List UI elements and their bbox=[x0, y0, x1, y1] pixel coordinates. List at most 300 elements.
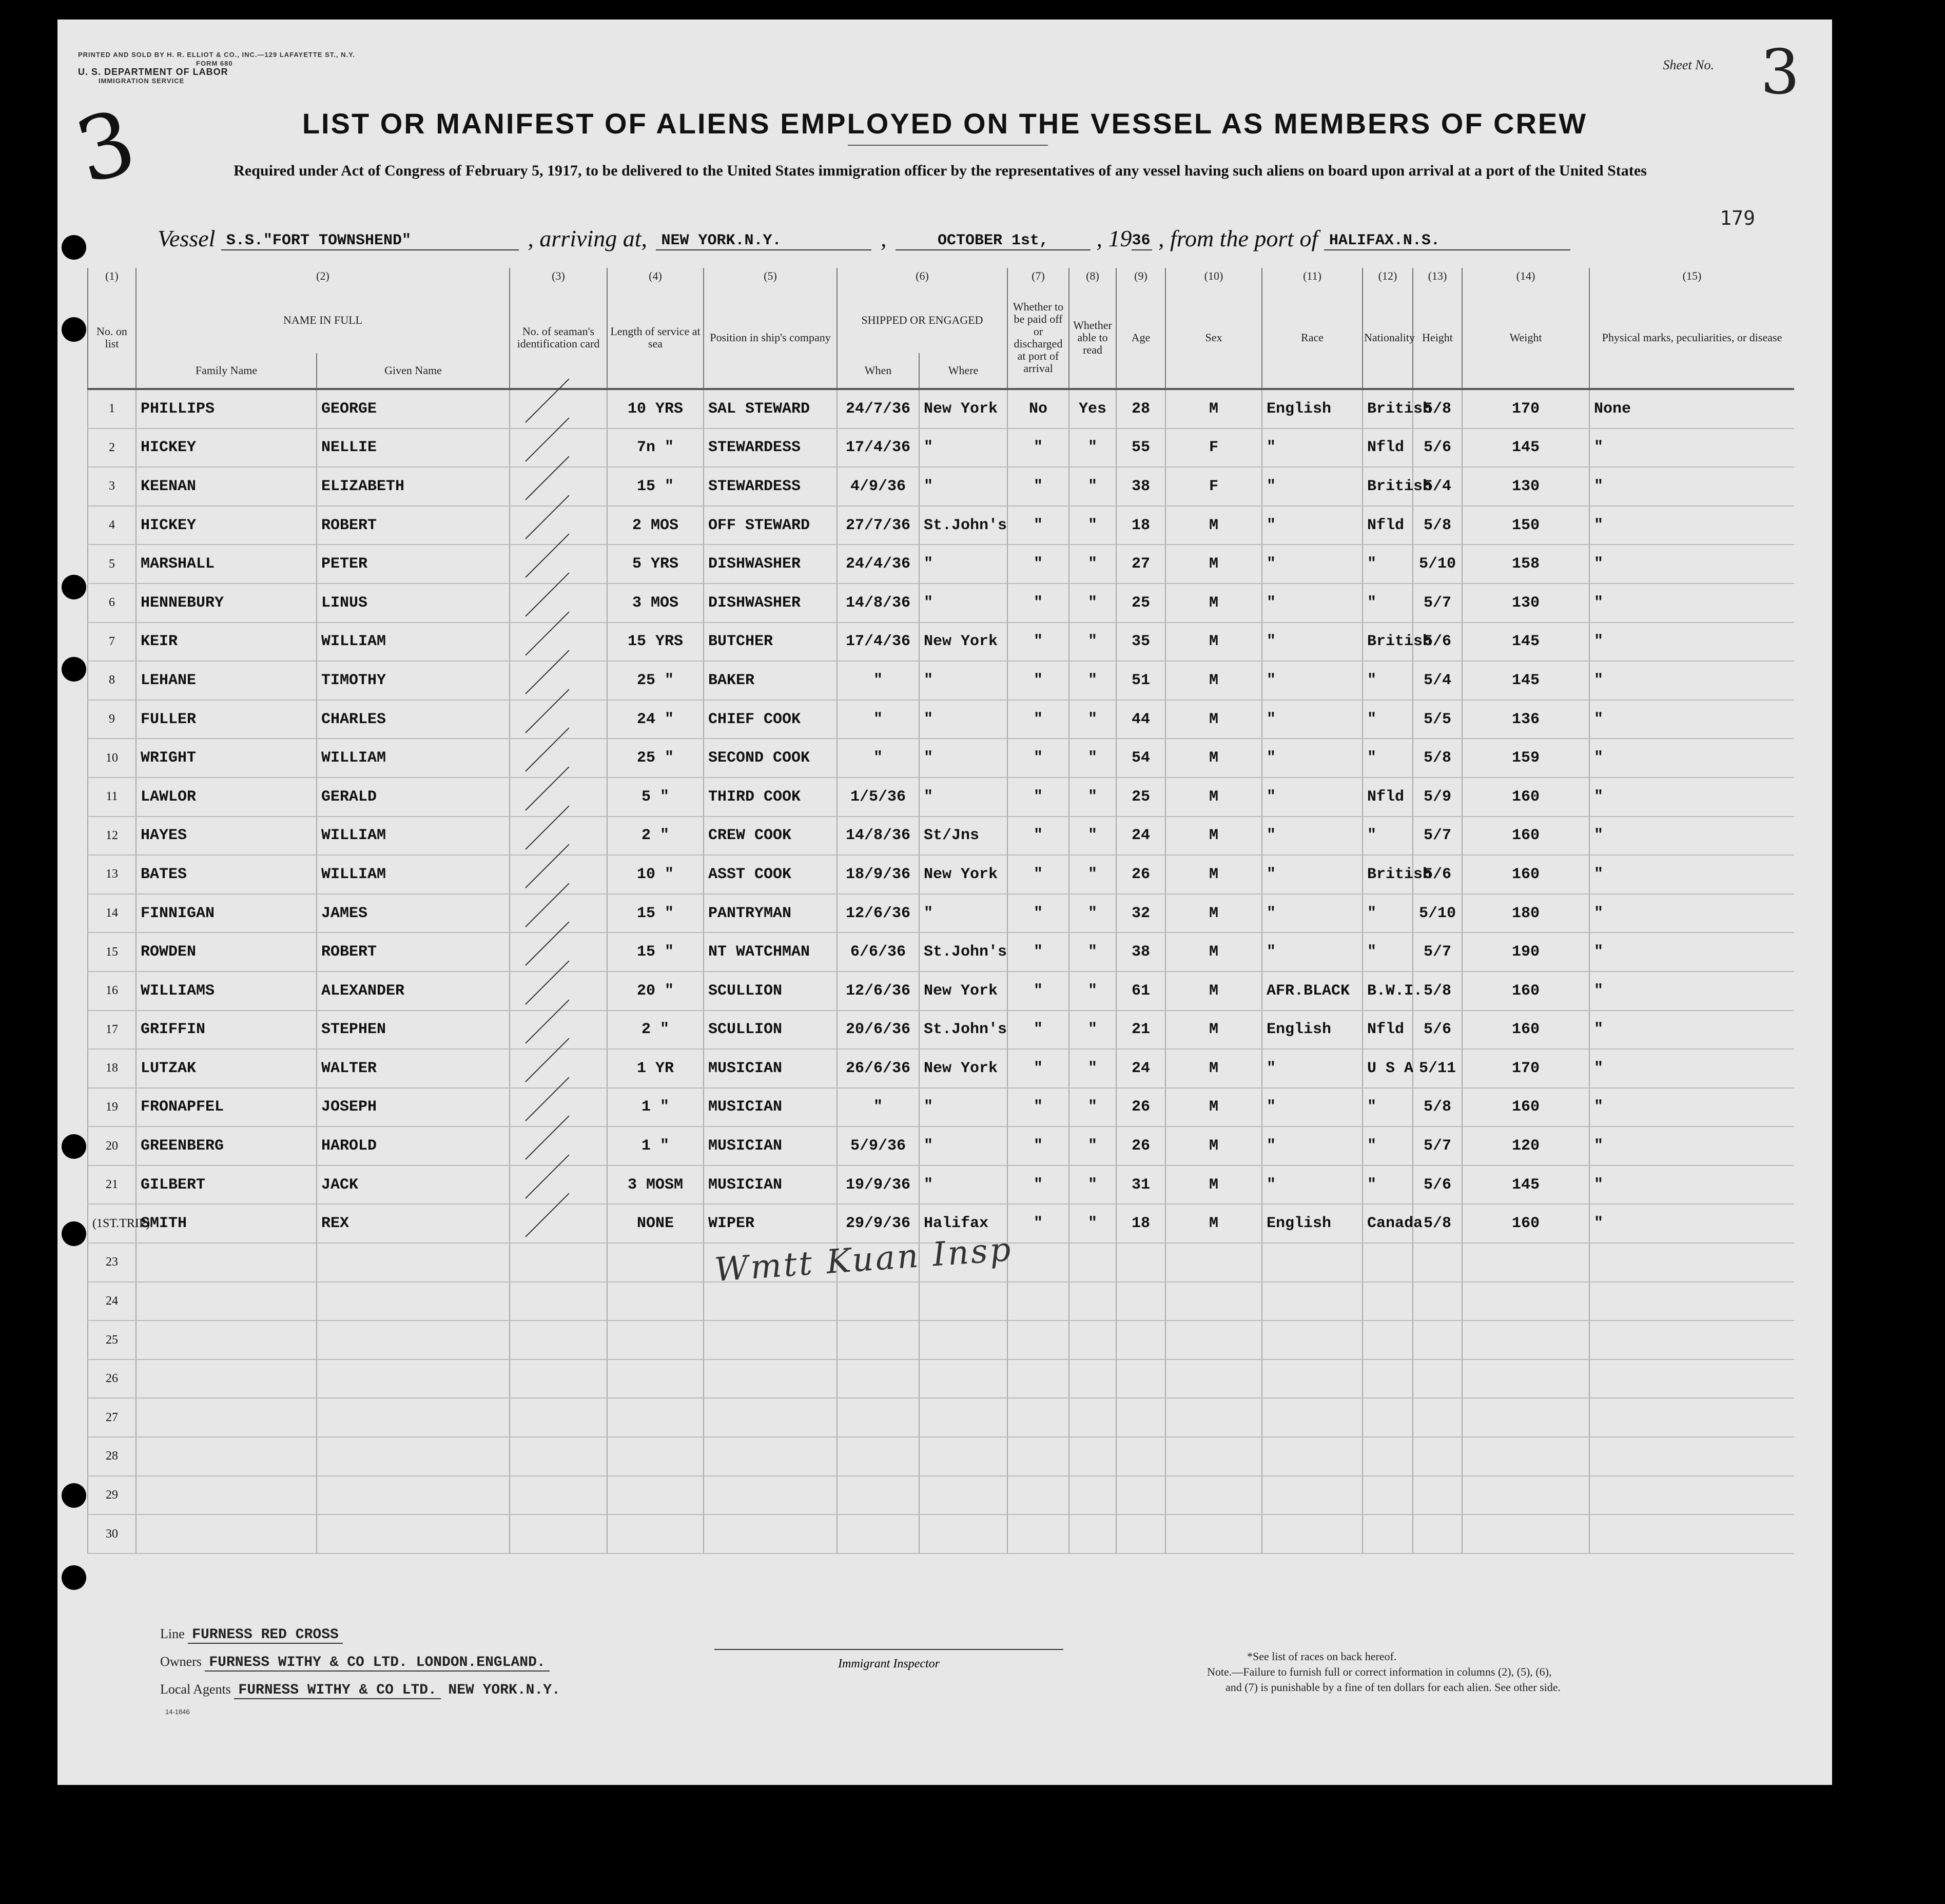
line-label: Line bbox=[160, 1626, 185, 1641]
service-length-cell: 15 " bbox=[607, 932, 704, 972]
shipped-when-cell: 14/8/36 bbox=[837, 584, 919, 623]
seaman-card-cell bbox=[510, 739, 607, 778]
able-to-read-cell: " bbox=[1069, 506, 1116, 545]
race-cell bbox=[1262, 1398, 1363, 1437]
header-no-on-list: No. on list bbox=[88, 287, 136, 389]
table-row bbox=[88, 1049, 1794, 1088]
footer-fields bbox=[160, 1621, 565, 1704]
seaman-card-cell bbox=[510, 1204, 607, 1243]
table-row bbox=[88, 1011, 1794, 1050]
shipped-where-cell: " bbox=[919, 467, 1007, 506]
nationality-cell: British bbox=[1363, 467, 1413, 506]
department-name: U. S. DEPARTMENT OF LABOR bbox=[78, 67, 228, 77]
shipped-when-cell bbox=[837, 1282, 919, 1321]
seaman-card-cell bbox=[510, 700, 607, 739]
sex-cell: M bbox=[1165, 778, 1262, 817]
seaman-card-cell bbox=[510, 584, 607, 623]
page-title: LIST OR MANIFEST OF ALIENS EMPLOYED ON THE VESSEL AS MEMBERS OF CREW bbox=[302, 107, 1588, 140]
paid-off-cell: " bbox=[1007, 1204, 1069, 1243]
position-cell: SAL STEWARD bbox=[704, 389, 837, 429]
weight-cell: 160 bbox=[1462, 778, 1589, 817]
age-cell: 18 bbox=[1116, 1204, 1165, 1243]
service-length-cell bbox=[607, 1398, 704, 1437]
paid-off-cell: " bbox=[1007, 1049, 1069, 1088]
height-cell: 5/10 bbox=[1413, 894, 1462, 933]
given-name-cell: ROBERT bbox=[317, 506, 510, 545]
physical-marks-cell: " bbox=[1589, 972, 1794, 1011]
age-cell bbox=[1116, 1514, 1165, 1553]
table-row bbox=[88, 584, 1794, 623]
age-cell: 51 bbox=[1116, 661, 1165, 700]
race-cell: " bbox=[1262, 700, 1363, 739]
shipped-where-cell: New York bbox=[919, 623, 1007, 662]
paid-off-cell bbox=[1007, 1476, 1069, 1515]
family-name-cell: WRIGHT bbox=[136, 739, 317, 778]
vessel-name: S.S."FORT TOWNSHEND" bbox=[221, 232, 519, 250]
punch-hole bbox=[62, 1483, 86, 1508]
paid-off-cell: " bbox=[1007, 661, 1069, 700]
family-name-cell: HAYES bbox=[136, 817, 317, 856]
header-able-to-read: Whether able to read bbox=[1069, 287, 1116, 389]
race-cell: " bbox=[1262, 1088, 1363, 1127]
physical-marks-cell bbox=[1589, 1398, 1794, 1437]
immigrant-inspector-line: Immigrant Inspector bbox=[714, 1649, 1063, 1671]
able-to-read-cell: Yes bbox=[1069, 389, 1116, 429]
able-to-read-cell: " bbox=[1069, 1088, 1116, 1127]
shipped-when-cell: 27/7/36 bbox=[837, 506, 919, 545]
punch-hole bbox=[62, 1134, 86, 1159]
nationality-cell: " bbox=[1363, 932, 1413, 972]
service-length-cell: 1 " bbox=[607, 1088, 704, 1127]
punch-hole bbox=[62, 1221, 86, 1246]
height-cell: 5/8 bbox=[1413, 972, 1462, 1011]
table-row bbox=[88, 1165, 1794, 1204]
seaman-card-cell bbox=[510, 932, 607, 972]
paid-off-cell: " bbox=[1007, 739, 1069, 778]
table-row bbox=[88, 467, 1794, 506]
height-cell bbox=[1413, 1398, 1462, 1437]
sex-cell: M bbox=[1165, 932, 1262, 972]
seaman-card-cell bbox=[510, 1088, 607, 1127]
sex-cell: F bbox=[1165, 467, 1262, 506]
col-number: (7) bbox=[1007, 268, 1069, 287]
seaman-card-cell bbox=[510, 972, 607, 1011]
punch-hole bbox=[62, 317, 86, 342]
given-name-cell: JACK bbox=[317, 1165, 510, 1204]
age-cell: 38 bbox=[1116, 932, 1165, 972]
race-cell: AFR.BLACK bbox=[1262, 972, 1363, 1011]
col-number: (6) bbox=[837, 268, 1007, 287]
physical-marks-cell: " bbox=[1589, 467, 1794, 506]
seaman-card-cell bbox=[510, 1282, 607, 1321]
weight-cell: 145 bbox=[1462, 623, 1589, 662]
physical-marks-cell: " bbox=[1589, 1088, 1794, 1127]
row-number: 18 bbox=[88, 1049, 136, 1088]
family-name-cell: HICKEY bbox=[136, 429, 317, 468]
service-length-cell bbox=[607, 1282, 704, 1321]
shipped-when-cell: 20/6/36 bbox=[837, 1011, 919, 1050]
paid-off-cell bbox=[1007, 1320, 1069, 1359]
seaman-card-cell bbox=[510, 1165, 607, 1204]
family-name-cell: LUTZAK bbox=[136, 1049, 317, 1088]
table-row bbox=[88, 1320, 1794, 1359]
position-cell bbox=[704, 1476, 837, 1515]
race-cell: " bbox=[1262, 1165, 1363, 1204]
seaman-card-cell bbox=[510, 894, 607, 933]
physical-marks-cell: " bbox=[1589, 700, 1794, 739]
form-code: 14-1846 bbox=[165, 1708, 190, 1716]
nationality-cell: British bbox=[1363, 389, 1413, 429]
race-cell bbox=[1262, 1243, 1363, 1282]
vessel-label: Vessel bbox=[158, 225, 216, 251]
paid-off-cell: " bbox=[1007, 584, 1069, 623]
row-number: 23 bbox=[88, 1243, 136, 1282]
family-name-cell: FULLER bbox=[136, 700, 317, 739]
family-name-cell: BATES bbox=[136, 855, 317, 894]
shipped-when-cell bbox=[837, 1514, 919, 1553]
physical-marks-cell: " bbox=[1589, 661, 1794, 700]
service-length-cell: 25 " bbox=[607, 661, 704, 700]
weight-cell: 160 bbox=[1462, 817, 1589, 856]
weight-cell: 159 bbox=[1462, 739, 1589, 778]
physical-marks-cell: " bbox=[1589, 506, 1794, 545]
table-row bbox=[88, 855, 1794, 894]
sex-cell: M bbox=[1165, 506, 1262, 545]
given-name-cell: ROBERT bbox=[317, 932, 510, 972]
position-cell bbox=[704, 1320, 837, 1359]
table-body bbox=[88, 389, 1794, 1553]
service-length-cell: 5 " bbox=[607, 778, 704, 817]
shipped-when-cell: 24/4/36 bbox=[837, 545, 919, 584]
punch-hole bbox=[62, 657, 86, 682]
weight-cell bbox=[1462, 1359, 1589, 1398]
race-cell: " bbox=[1262, 1126, 1363, 1165]
height-cell: 5/8 bbox=[1413, 1088, 1462, 1127]
service-length-cell: 3 MOSM bbox=[607, 1165, 704, 1204]
physical-marks-cell bbox=[1589, 1320, 1794, 1359]
service-length-cell: 15 " bbox=[607, 894, 704, 933]
race-cell bbox=[1262, 1359, 1363, 1398]
col-number: (2) bbox=[136, 268, 510, 287]
sex-cell bbox=[1165, 1514, 1262, 1553]
service-length-cell: 10 YRS bbox=[607, 389, 704, 429]
shipped-where-cell: " bbox=[919, 545, 1007, 584]
row-number: 10 bbox=[88, 739, 136, 778]
position-cell: NT WATCHMAN bbox=[704, 932, 837, 972]
shipped-where-cell: " bbox=[919, 1088, 1007, 1127]
paid-off-cell bbox=[1007, 1437, 1069, 1476]
race-cell: " bbox=[1262, 467, 1363, 506]
height-cell: 5/8 bbox=[1413, 739, 1462, 778]
race-cell: " bbox=[1262, 661, 1363, 700]
service-length-cell: 10 " bbox=[607, 855, 704, 894]
row-number: 13 bbox=[88, 855, 136, 894]
family-name-cell: MARSHALL bbox=[136, 545, 317, 584]
age-cell: 32 bbox=[1116, 894, 1165, 933]
age-cell: 54 bbox=[1116, 739, 1165, 778]
height-cell: 5/4 bbox=[1413, 661, 1462, 700]
seaman-card-cell bbox=[510, 623, 607, 662]
age-cell: 26 bbox=[1116, 1088, 1165, 1127]
physical-marks-cell: " bbox=[1589, 932, 1794, 972]
nationality-cell: " bbox=[1363, 894, 1413, 933]
given-name-cell bbox=[317, 1437, 510, 1476]
position-cell: WIPER bbox=[704, 1204, 837, 1243]
family-name-cell: GILBERT bbox=[136, 1165, 317, 1204]
family-name-cell: LEHANE bbox=[136, 661, 317, 700]
paid-off-cell bbox=[1007, 1398, 1069, 1437]
height-cell bbox=[1413, 1320, 1462, 1359]
position-cell bbox=[704, 1398, 837, 1437]
nationality-cell: " bbox=[1363, 700, 1413, 739]
position-cell: BUTCHER bbox=[704, 623, 837, 662]
position-cell bbox=[704, 1359, 837, 1398]
able-to-read-cell: " bbox=[1069, 467, 1116, 506]
shipped-where-cell bbox=[919, 1359, 1007, 1398]
printer-line: PRINTED AND SOLD BY H. R. ELLIOT & CO., INC.—129 LAFAYETTE ST., N.Y. bbox=[78, 51, 355, 59]
col-number: (5) bbox=[704, 268, 837, 287]
height-cell: 5/7 bbox=[1413, 584, 1462, 623]
table-row bbox=[88, 506, 1794, 545]
line-field bbox=[160, 1621, 565, 1648]
table-row bbox=[88, 661, 1794, 700]
col-number: (13) bbox=[1413, 268, 1462, 287]
age-cell bbox=[1116, 1476, 1165, 1515]
position-cell: SCULLION bbox=[704, 1011, 837, 1050]
header-where: Where bbox=[919, 353, 1007, 389]
family-name-cell bbox=[136, 1282, 317, 1321]
able-to-read-cell bbox=[1069, 1282, 1116, 1321]
service-length-cell: 15 YRS bbox=[607, 623, 704, 662]
header-length-service: Length of service at sea bbox=[607, 287, 704, 389]
shipped-where-cell: St.John's bbox=[919, 932, 1007, 972]
seaman-card-cell bbox=[510, 506, 607, 545]
given-name-cell bbox=[317, 1514, 510, 1553]
sex-cell bbox=[1165, 1243, 1262, 1282]
able-to-read-cell bbox=[1069, 1398, 1116, 1437]
age-cell: 27 bbox=[1116, 545, 1165, 584]
position-cell: OFF STEWARD bbox=[704, 506, 837, 545]
family-name-cell: KEENAN bbox=[136, 467, 317, 506]
shipped-when-cell: 14/8/36 bbox=[837, 817, 919, 856]
race-cell: " bbox=[1262, 778, 1363, 817]
sex-cell: M bbox=[1165, 1204, 1262, 1243]
position-cell bbox=[704, 1514, 837, 1553]
shipped-where-cell: " bbox=[919, 1126, 1007, 1165]
sex-cell: M bbox=[1165, 1165, 1262, 1204]
paid-off-cell: " bbox=[1007, 855, 1069, 894]
row-number: 7 bbox=[88, 623, 136, 662]
age-cell: 31 bbox=[1116, 1165, 1165, 1204]
shipped-where-cell bbox=[919, 1437, 1007, 1476]
race-cell: " bbox=[1262, 545, 1363, 584]
able-to-read-cell: " bbox=[1069, 545, 1116, 584]
physical-marks-cell: " bbox=[1589, 545, 1794, 584]
sex-cell: F bbox=[1165, 429, 1262, 468]
age-cell: 21 bbox=[1116, 1011, 1165, 1050]
physical-marks-cell: " bbox=[1589, 1011, 1794, 1050]
paid-off-cell: " bbox=[1007, 817, 1069, 856]
weight-cell bbox=[1462, 1437, 1589, 1476]
family-name-cell bbox=[136, 1320, 317, 1359]
shipped-when-cell bbox=[837, 1437, 919, 1476]
seaman-card-cell bbox=[510, 545, 607, 584]
nationality-cell: " bbox=[1363, 817, 1413, 856]
header-when: When bbox=[837, 353, 919, 389]
height-cell bbox=[1413, 1282, 1462, 1321]
title-rule bbox=[848, 145, 1048, 146]
header-seaman-card: No. of seaman's identification card bbox=[510, 287, 607, 389]
paid-off-cell: " bbox=[1007, 1011, 1069, 1050]
physical-marks-cell bbox=[1589, 1437, 1794, 1476]
family-name-cell: LAWLOR bbox=[136, 778, 317, 817]
family-name-cell bbox=[136, 1359, 317, 1398]
row-number: 26 bbox=[88, 1359, 136, 1398]
shipped-when-cell: " bbox=[837, 739, 919, 778]
row-number: 12 bbox=[88, 817, 136, 856]
given-name-cell: WILLIAM bbox=[317, 739, 510, 778]
physical-marks-cell: " bbox=[1589, 623, 1794, 662]
shipped-when-cell: 17/4/36 bbox=[837, 429, 919, 468]
weight-cell bbox=[1462, 1282, 1589, 1321]
sex-cell bbox=[1165, 1359, 1262, 1398]
family-name-cell: GREENBERG bbox=[136, 1126, 317, 1165]
height-cell bbox=[1413, 1359, 1462, 1398]
height-cell: 5/8 bbox=[1413, 389, 1462, 429]
family-name-cell: HENNEBURY bbox=[136, 584, 317, 623]
row-number: 24 bbox=[88, 1282, 136, 1321]
sex-cell: M bbox=[1165, 661, 1262, 700]
height-cell: 5/5 bbox=[1413, 700, 1462, 739]
family-name-cell bbox=[136, 1476, 317, 1515]
sex-cell bbox=[1165, 1476, 1262, 1515]
page-reference-number: 179 bbox=[1720, 207, 1755, 229]
given-name-cell: REX bbox=[317, 1204, 510, 1243]
col-number: (1) bbox=[88, 268, 136, 287]
sex-cell: M bbox=[1165, 855, 1262, 894]
row-number: 6 bbox=[88, 584, 136, 623]
sex-cell: M bbox=[1165, 817, 1262, 856]
agents-label: Local Agents bbox=[160, 1682, 231, 1697]
race-cell: English bbox=[1262, 389, 1363, 429]
manifest-sheet bbox=[57, 20, 1832, 1785]
age-cell bbox=[1116, 1282, 1165, 1321]
row-number: 1 bbox=[88, 389, 136, 429]
able-to-read-cell: " bbox=[1069, 1204, 1116, 1243]
given-name-cell: NELLIE bbox=[317, 429, 510, 468]
height-cell: 5/10 bbox=[1413, 545, 1462, 584]
seaman-card-cell bbox=[510, 855, 607, 894]
position-cell: ASST COOK bbox=[704, 855, 837, 894]
nationality-cell: " bbox=[1363, 1165, 1413, 1204]
shipped-when-cell: 19/9/36 bbox=[837, 1165, 919, 1204]
table-row bbox=[88, 623, 1794, 662]
family-name-cell: HICKEY bbox=[136, 506, 317, 545]
weight-cell: 145 bbox=[1462, 1165, 1589, 1204]
nationality-cell bbox=[1363, 1243, 1413, 1282]
shipped-where-cell bbox=[919, 1398, 1007, 1437]
row-number: 11 bbox=[88, 778, 136, 817]
position-cell: PANTRYMAN bbox=[704, 894, 837, 933]
height-cell: 5/6 bbox=[1413, 429, 1462, 468]
given-name-cell bbox=[317, 1398, 510, 1437]
service-length-cell: 1 " bbox=[607, 1126, 704, 1165]
height-cell: 5/8 bbox=[1413, 1204, 1462, 1243]
paid-off-cell bbox=[1007, 1359, 1069, 1398]
nationality-cell: " bbox=[1363, 1088, 1413, 1127]
given-name-cell: WILLIAM bbox=[317, 855, 510, 894]
age-cell: 25 bbox=[1116, 584, 1165, 623]
header-shipped-engaged: SHIPPED OR ENGAGED bbox=[837, 287, 1007, 353]
weight-cell: 160 bbox=[1462, 1088, 1589, 1127]
height-cell: 5/6 bbox=[1413, 623, 1462, 662]
height-cell bbox=[1413, 1243, 1462, 1282]
nationality-cell: Nfld bbox=[1363, 506, 1413, 545]
shipped-where-cell bbox=[919, 1282, 1007, 1321]
row-number: 28 bbox=[88, 1437, 136, 1476]
height-cell: 5/6 bbox=[1413, 855, 1462, 894]
nationality-cell: Nfld bbox=[1363, 1011, 1413, 1050]
shipped-when-cell: 24/7/36 bbox=[837, 389, 919, 429]
age-cell: 38 bbox=[1116, 467, 1165, 506]
position-cell: STEWARDESS bbox=[704, 429, 837, 468]
paid-off-cell: " bbox=[1007, 1088, 1069, 1127]
table-row bbox=[88, 700, 1794, 739]
height-cell: 5/6 bbox=[1413, 1011, 1462, 1050]
physical-marks-cell: " bbox=[1589, 778, 1794, 817]
service-length-cell: 15 " bbox=[607, 467, 704, 506]
able-to-read-cell: " bbox=[1069, 429, 1116, 468]
paid-off-cell: " bbox=[1007, 545, 1069, 584]
nationality-cell: " bbox=[1363, 584, 1413, 623]
nationality-cell: U S A bbox=[1363, 1049, 1413, 1088]
given-name-cell: PETER bbox=[317, 545, 510, 584]
nationality-cell bbox=[1363, 1282, 1413, 1321]
header-paid-off: Whether to be paid off or discharged at port of arrival bbox=[1007, 287, 1069, 389]
position-cell: CHIEF COOK bbox=[704, 700, 837, 739]
shipped-when-cell: 4/9/36 bbox=[837, 467, 919, 506]
age-cell: 24 bbox=[1116, 1049, 1165, 1088]
position-cell: SCULLION bbox=[704, 972, 837, 1011]
height-cell: 5/7 bbox=[1413, 1126, 1462, 1165]
owners-field bbox=[160, 1648, 565, 1676]
seaman-card-cell bbox=[510, 778, 607, 817]
seaman-card-cell bbox=[510, 1011, 607, 1050]
race-cell: English bbox=[1262, 1204, 1363, 1243]
nationality-cell: Nfld bbox=[1363, 778, 1413, 817]
physical-marks-cell: " bbox=[1589, 584, 1794, 623]
table-row bbox=[88, 545, 1794, 584]
position-cell: SECOND COOK bbox=[704, 739, 837, 778]
race-cell: " bbox=[1262, 506, 1363, 545]
family-name-cell: GRIFFIN bbox=[136, 1011, 317, 1050]
race-cell: " bbox=[1262, 894, 1363, 933]
race-cell: " bbox=[1262, 932, 1363, 972]
physical-marks-cell: " bbox=[1589, 1126, 1794, 1165]
sex-cell: M bbox=[1165, 894, 1262, 933]
form-number: FORM 680 bbox=[196, 60, 233, 67]
shipped-where-cell: " bbox=[919, 429, 1007, 468]
shipped-when-cell: 18/9/36 bbox=[837, 855, 919, 894]
shipped-when-cell bbox=[837, 1398, 919, 1437]
printer-imprint bbox=[78, 50, 355, 85]
shipped-where-cell bbox=[919, 1476, 1007, 1515]
shipped-when-cell: 17/4/36 bbox=[837, 623, 919, 662]
table-row bbox=[88, 1126, 1794, 1165]
inspector-signature: Wmtt Kuan Insp bbox=[713, 1230, 1014, 1290]
sex-cell: M bbox=[1165, 1049, 1262, 1088]
height-cell bbox=[1413, 1476, 1462, 1515]
